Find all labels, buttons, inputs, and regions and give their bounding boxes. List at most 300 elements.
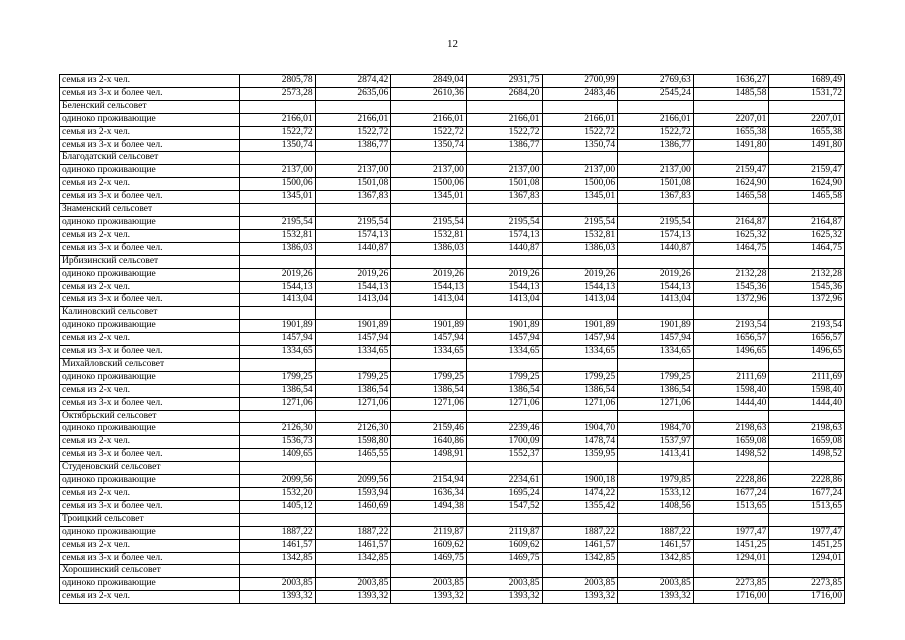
section-title: Благодатский сельсовет [60, 152, 240, 165]
value-cell: 1413,04 [315, 294, 391, 307]
value-cell [240, 307, 316, 320]
row-label: семья из 2-х чел. [60, 384, 240, 397]
table-row [60, 75, 845, 88]
value-cell: 1393,32 [466, 591, 542, 604]
row-label: одиноко проживающие [60, 165, 240, 178]
row-label: одиноко проживающие [60, 578, 240, 591]
value-cell: 1544,13 [466, 281, 542, 294]
value-cell: 2195,54 [618, 216, 694, 229]
value-cell [240, 358, 316, 371]
value-cell: 2111,69 [693, 371, 769, 384]
value-cell [693, 255, 769, 268]
table-row [60, 371, 845, 384]
value-cell: 1334,65 [315, 346, 391, 359]
value-cell: 1500,06 [240, 178, 316, 191]
section-header-row [60, 513, 845, 526]
value-cell: 1461,57 [618, 539, 694, 552]
value-cell: 1536,73 [240, 436, 316, 449]
section-header-row [60, 255, 845, 268]
value-cell: 1547,52 [466, 500, 542, 513]
value-cell: 1393,32 [542, 591, 618, 604]
value-cell: 2769,63 [618, 75, 694, 88]
value-cell: 2159,47 [769, 165, 845, 178]
value-cell: 1545,36 [693, 281, 769, 294]
value-cell [315, 307, 391, 320]
value-cell [315, 513, 391, 526]
value-cell: 2111,69 [769, 371, 845, 384]
row-label: семья из 3-х и более чел. [60, 346, 240, 359]
value-cell: 1444,40 [693, 397, 769, 410]
value-cell: 2273,85 [769, 578, 845, 591]
value-cell: 1552,37 [466, 449, 542, 462]
value-cell: 1386,54 [542, 384, 618, 397]
value-cell: 1677,24 [769, 488, 845, 501]
value-cell [769, 565, 845, 578]
value-cell: 2610,36 [391, 87, 467, 100]
value-cell: 1609,62 [391, 539, 467, 552]
value-cell [466, 462, 542, 475]
value-cell: 1532,81 [391, 229, 467, 242]
value-cell [466, 565, 542, 578]
value-cell: 1440,87 [315, 242, 391, 255]
value-cell: 1372,96 [693, 294, 769, 307]
section-title: Знаменский сельсовет [60, 204, 240, 217]
value-cell: 1294,01 [769, 552, 845, 565]
value-cell: 1979,85 [618, 475, 694, 488]
value-cell: 2137,00 [542, 165, 618, 178]
value-cell: 2684,20 [466, 87, 542, 100]
table-row [60, 165, 845, 178]
section-header-row [60, 100, 845, 113]
value-cell: 1461,57 [240, 539, 316, 552]
value-cell [315, 204, 391, 217]
value-cell [466, 100, 542, 113]
value-cell: 2166,01 [240, 113, 316, 126]
table-row [60, 526, 845, 539]
row-label: одиноко проживающие [60, 320, 240, 333]
table-row [60, 216, 845, 229]
value-cell: 1457,94 [542, 333, 618, 346]
row-label: семья из 3-х и более чел. [60, 500, 240, 513]
value-cell: 1393,32 [618, 591, 694, 604]
value-cell: 1901,89 [542, 320, 618, 333]
value-cell: 1294,01 [693, 552, 769, 565]
value-cell [769, 307, 845, 320]
value-cell: 1598,40 [769, 384, 845, 397]
table-row [60, 242, 845, 255]
value-cell: 1716,00 [693, 591, 769, 604]
value-cell: 1498,91 [391, 449, 467, 462]
value-cell: 2132,28 [693, 268, 769, 281]
value-cell: 1544,13 [240, 281, 316, 294]
value-cell: 1695,24 [466, 488, 542, 501]
value-cell: 1334,65 [240, 346, 316, 359]
value-cell [240, 462, 316, 475]
value-cell: 1689,49 [769, 75, 845, 88]
value-cell [240, 565, 316, 578]
row-label: семья из 2-х чел. [60, 229, 240, 242]
section-title: Студеновский сельсовет [60, 462, 240, 475]
value-cell: 1393,32 [391, 591, 467, 604]
table-row [60, 333, 845, 346]
value-cell: 2483,46 [542, 87, 618, 100]
section-title: Калиновский сельсовет [60, 307, 240, 320]
value-cell: 2003,85 [315, 578, 391, 591]
value-cell: 1655,38 [693, 126, 769, 139]
table-row [60, 397, 845, 410]
value-cell [240, 513, 316, 526]
value-cell: 1494,38 [391, 500, 467, 513]
value-cell: 1440,87 [466, 242, 542, 255]
value-cell [769, 513, 845, 526]
value-cell: 1386,77 [466, 139, 542, 152]
value-cell [391, 307, 467, 320]
value-cell: 1469,75 [391, 552, 467, 565]
value-cell: 1655,38 [769, 126, 845, 139]
value-cell [542, 152, 618, 165]
value-cell: 1469,75 [466, 552, 542, 565]
value-cell: 1386,54 [315, 384, 391, 397]
value-cell: 1984,70 [618, 423, 694, 436]
value-cell: 1659,08 [769, 436, 845, 449]
value-cell [542, 358, 618, 371]
value-cell [466, 513, 542, 526]
value-cell: 1386,54 [466, 384, 542, 397]
value-cell: 2099,56 [315, 475, 391, 488]
section-title: Ирбизинский сельсовет [60, 255, 240, 268]
value-cell: 1598,40 [693, 384, 769, 397]
value-cell: 1405,12 [240, 500, 316, 513]
row-label: семья из 3-х и более чел. [60, 294, 240, 307]
section-title: Октябрьский сельсовет [60, 410, 240, 423]
row-label: одиноко проживающие [60, 475, 240, 488]
value-cell: 1409,65 [240, 449, 316, 462]
value-cell: 1609,62 [466, 539, 542, 552]
value-cell: 2003,85 [618, 578, 694, 591]
row-label: семья из 2-х чел. [60, 75, 240, 88]
value-cell: 1624,90 [769, 178, 845, 191]
value-cell: 1977,47 [693, 526, 769, 539]
value-cell [693, 513, 769, 526]
value-cell: 1636,34 [391, 488, 467, 501]
value-cell: 1461,57 [315, 539, 391, 552]
value-cell: 1537,97 [618, 436, 694, 449]
value-cell [315, 255, 391, 268]
value-cell [769, 462, 845, 475]
value-cell: 1342,85 [618, 552, 694, 565]
value-cell: 1485,58 [693, 87, 769, 100]
value-cell [693, 462, 769, 475]
value-cell: 2228,86 [769, 475, 845, 488]
value-cell: 1355,42 [542, 500, 618, 513]
row-label: одиноко проживающие [60, 371, 240, 384]
row-label: семья из 2-х чел. [60, 281, 240, 294]
value-cell [240, 255, 316, 268]
value-cell [391, 513, 467, 526]
value-cell: 2573,28 [240, 87, 316, 100]
value-cell: 1501,08 [315, 178, 391, 191]
value-cell: 1900,18 [542, 475, 618, 488]
value-cell: 2234,61 [466, 475, 542, 488]
value-cell [240, 152, 316, 165]
value-cell [466, 307, 542, 320]
value-cell: 2003,85 [542, 578, 618, 591]
value-cell: 2207,01 [769, 113, 845, 126]
value-cell: 2239,46 [466, 423, 542, 436]
table-row [60, 436, 845, 449]
section-header-row [60, 307, 845, 320]
value-cell [542, 462, 618, 475]
value-cell: 1901,89 [466, 320, 542, 333]
value-cell: 1367,83 [466, 191, 542, 204]
value-cell [618, 358, 694, 371]
value-cell: 1350,74 [542, 139, 618, 152]
value-cell: 1799,25 [466, 371, 542, 384]
row-label: семья из 2-х чел. [60, 539, 240, 552]
value-cell: 2019,26 [618, 268, 694, 281]
value-cell [693, 565, 769, 578]
value-cell [391, 565, 467, 578]
value-cell [240, 100, 316, 113]
value-cell [315, 358, 391, 371]
value-cell [315, 152, 391, 165]
value-cell: 1271,06 [542, 397, 618, 410]
value-cell: 2849,04 [391, 75, 467, 88]
value-cell: 1386,03 [542, 242, 618, 255]
value-cell [391, 152, 467, 165]
value-cell: 2195,54 [315, 216, 391, 229]
value-cell: 1598,80 [315, 436, 391, 449]
row-label: одиноко проживающие [60, 113, 240, 126]
value-cell: 2119,87 [466, 526, 542, 539]
value-cell: 1465,55 [315, 449, 391, 462]
value-cell [466, 358, 542, 371]
value-cell: 1700,09 [466, 436, 542, 449]
value-cell [542, 513, 618, 526]
value-cell: 1640,86 [391, 436, 467, 449]
value-cell: 2159,47 [693, 165, 769, 178]
value-cell: 1393,32 [240, 591, 316, 604]
value-cell: 1457,94 [240, 333, 316, 346]
table-body [60, 75, 845, 604]
value-cell: 1271,06 [240, 397, 316, 410]
value-cell: 1491,80 [693, 139, 769, 152]
row-label: семья из 2-х чел. [60, 178, 240, 191]
value-cell: 1334,65 [391, 346, 467, 359]
value-cell: 1413,04 [466, 294, 542, 307]
value-cell [618, 565, 694, 578]
value-cell: 2019,26 [466, 268, 542, 281]
row-label: семья из 2-х чел. [60, 126, 240, 139]
value-cell [240, 204, 316, 217]
value-cell: 1498,52 [693, 449, 769, 462]
value-cell: 2166,01 [315, 113, 391, 126]
value-cell: 2164,87 [693, 216, 769, 229]
value-cell [391, 410, 467, 423]
value-cell: 1513,65 [769, 500, 845, 513]
value-cell: 1342,85 [542, 552, 618, 565]
value-cell: 1408,56 [618, 500, 694, 513]
value-cell: 2193,54 [693, 320, 769, 333]
value-cell [542, 307, 618, 320]
value-cell: 1334,65 [466, 346, 542, 359]
value-cell: 1531,72 [769, 87, 845, 100]
table-row [60, 488, 845, 501]
value-cell: 2164,87 [769, 216, 845, 229]
value-cell [693, 152, 769, 165]
value-cell [315, 565, 391, 578]
page-number: 12 [447, 38, 458, 50]
value-cell [542, 565, 618, 578]
value-cell [769, 204, 845, 217]
section-header-row [60, 410, 845, 423]
value-cell: 2166,01 [391, 113, 467, 126]
value-cell: 2207,01 [693, 113, 769, 126]
value-cell: 2137,00 [466, 165, 542, 178]
value-cell: 1413,41 [618, 449, 694, 462]
value-cell: 1574,13 [466, 229, 542, 242]
table-row [60, 552, 845, 565]
value-cell: 1440,87 [618, 242, 694, 255]
value-cell: 1413,04 [618, 294, 694, 307]
table-row [60, 87, 845, 100]
value-cell: 2126,30 [240, 423, 316, 436]
value-cell [315, 462, 391, 475]
table-row [60, 113, 845, 126]
section-header-row [60, 358, 845, 371]
value-cell: 1624,90 [693, 178, 769, 191]
value-cell: 1544,13 [618, 281, 694, 294]
value-cell: 1334,65 [618, 346, 694, 359]
value-cell [693, 100, 769, 113]
value-cell: 1350,74 [240, 139, 316, 152]
value-cell: 1386,77 [315, 139, 391, 152]
value-cell: 1500,06 [542, 178, 618, 191]
value-cell [618, 410, 694, 423]
row-label: семья из 3-х и более чел. [60, 449, 240, 462]
section-header-row [60, 565, 845, 578]
value-cell: 1545,36 [769, 281, 845, 294]
value-cell: 1522,72 [618, 126, 694, 139]
value-cell: 1451,25 [769, 539, 845, 552]
value-cell: 2137,00 [391, 165, 467, 178]
value-cell [769, 358, 845, 371]
value-cell: 1372,96 [769, 294, 845, 307]
value-cell: 2019,26 [315, 268, 391, 281]
value-cell: 1544,13 [391, 281, 467, 294]
row-label: одиноко проживающие [60, 268, 240, 281]
value-cell: 1496,65 [693, 346, 769, 359]
table-row [60, 268, 845, 281]
value-cell: 1533,12 [618, 488, 694, 501]
value-cell: 1367,83 [618, 191, 694, 204]
value-cell: 1501,08 [618, 178, 694, 191]
value-cell: 1271,06 [391, 397, 467, 410]
value-cell [693, 307, 769, 320]
value-cell: 1491,80 [769, 139, 845, 152]
value-cell: 1887,22 [240, 526, 316, 539]
value-cell [542, 255, 618, 268]
table-row [60, 423, 845, 436]
value-cell: 2874,42 [315, 75, 391, 88]
value-cell: 1887,22 [618, 526, 694, 539]
value-cell [391, 204, 467, 217]
value-cell [391, 100, 467, 113]
table-row [60, 294, 845, 307]
row-label: семья из 3-х и более чел. [60, 552, 240, 565]
value-cell: 1532,20 [240, 488, 316, 501]
row-label: семья из 2-х чел. [60, 436, 240, 449]
value-cell [693, 204, 769, 217]
value-cell: 2019,26 [391, 268, 467, 281]
value-cell [542, 204, 618, 217]
value-cell: 2931,75 [466, 75, 542, 88]
value-cell: 2273,85 [693, 578, 769, 591]
value-cell: 1345,01 [542, 191, 618, 204]
value-cell: 1413,04 [240, 294, 316, 307]
value-cell [618, 255, 694, 268]
value-cell: 1478,74 [542, 436, 618, 449]
value-cell: 1367,83 [315, 191, 391, 204]
value-cell: 2545,24 [618, 87, 694, 100]
value-cell: 1465,58 [693, 191, 769, 204]
row-label: семья из 3-х и более чел. [60, 191, 240, 204]
value-cell: 1799,25 [542, 371, 618, 384]
table-row [60, 139, 845, 152]
value-cell: 2019,26 [542, 268, 618, 281]
row-label: семья из 2-х чел. [60, 333, 240, 346]
value-cell: 1593,94 [315, 488, 391, 501]
value-cell: 2119,87 [391, 526, 467, 539]
value-cell: 1904,70 [542, 423, 618, 436]
value-cell: 1457,94 [466, 333, 542, 346]
table-row [60, 178, 845, 191]
value-cell: 1271,06 [315, 397, 391, 410]
value-cell: 1636,27 [693, 75, 769, 88]
value-cell: 1386,54 [240, 384, 316, 397]
value-cell: 1342,85 [315, 552, 391, 565]
value-cell: 1386,03 [391, 242, 467, 255]
value-cell: 2166,01 [466, 113, 542, 126]
value-cell: 2228,86 [693, 475, 769, 488]
value-cell [618, 204, 694, 217]
value-cell: 1716,00 [769, 591, 845, 604]
value-cell: 2019,26 [240, 268, 316, 281]
table-row [60, 346, 845, 359]
value-cell: 1464,75 [769, 242, 845, 255]
value-cell [693, 410, 769, 423]
value-cell: 2635,06 [315, 87, 391, 100]
value-cell [466, 152, 542, 165]
value-cell: 1799,25 [391, 371, 467, 384]
value-cell [466, 410, 542, 423]
value-cell: 2195,54 [391, 216, 467, 229]
value-cell: 1532,81 [240, 229, 316, 242]
value-cell: 2700,99 [542, 75, 618, 88]
value-cell [391, 255, 467, 268]
value-cell: 1386,54 [618, 384, 694, 397]
value-cell: 2166,01 [618, 113, 694, 126]
value-cell: 1464,75 [693, 242, 769, 255]
value-cell: 1532,81 [542, 229, 618, 242]
value-cell: 2198,63 [693, 423, 769, 436]
value-cell: 1799,25 [618, 371, 694, 384]
row-label: семья из 3-х и более чел. [60, 87, 240, 100]
value-cell [769, 100, 845, 113]
value-cell: 1350,74 [391, 139, 467, 152]
section-header-row [60, 462, 845, 475]
value-cell: 1498,52 [769, 449, 845, 462]
